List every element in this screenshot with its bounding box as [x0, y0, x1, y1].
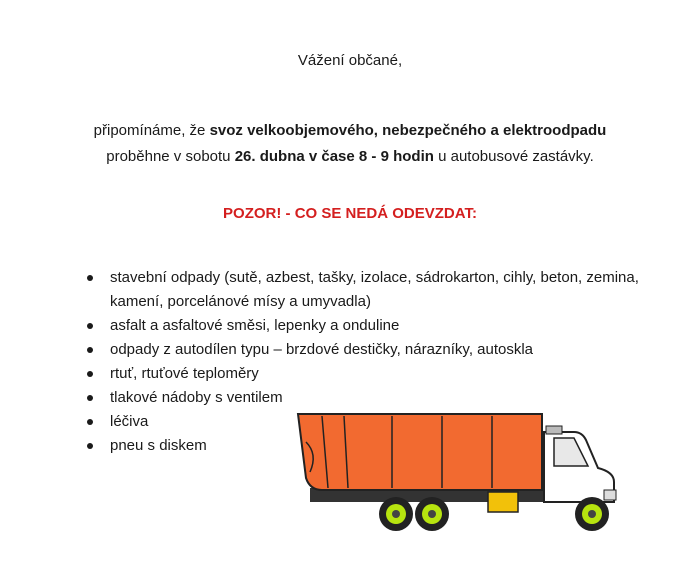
bullet-icon [87, 371, 93, 377]
list-item: odpady z autodílen typu – brzdové destičky, nárazníky, autoskla [84, 338, 644, 362]
bullet-icon [87, 443, 93, 449]
bullet-icon [87, 419, 93, 425]
wheel-icon [379, 497, 413, 531]
intro-date-time: 26. dubna v čase 8 - 9 hodin [234, 148, 434, 165]
list-item: rtuť, rtuťové teploměry [84, 362, 644, 386]
bullet-icon [87, 395, 93, 401]
intro-line2-suffix: u autobusové zastávky. [433, 148, 594, 165]
warning-heading: POZOR! - CO SE NEDÁ ODEVZDAT: [223, 205, 477, 222]
list-item: léčiva [84, 410, 644, 434]
list-item: tlakové nádoby s ventilem [84, 386, 644, 410]
bullet-icon [87, 347, 93, 353]
wheel-icon [415, 497, 449, 531]
intro-line2-prefix: proběhne v sobotu [106, 148, 235, 165]
intro-line1-prefix: připomínáme, že [93, 122, 210, 139]
greeting: Vážení občané, [297, 52, 403, 69]
list-item: pneu s diskem [84, 434, 644, 458]
intro-collection-type: svoz velkoobjemového, nebezpečného a elektroodpadu [209, 122, 607, 139]
truck-body [298, 414, 542, 490]
truck-side-box [488, 492, 518, 512]
list-item: asfalt a asfaltové směsi, lepenky a onduline [84, 314, 644, 338]
garbage-truck-icon [292, 402, 622, 537]
bullet-icon [87, 323, 93, 329]
wheel-icon [575, 497, 609, 531]
bullet-icon [87, 275, 93, 281]
intro-paragraph [0, 118, 700, 170]
list-item: stavební odpady (sutě, azbest, tašky, izolace, sádrokarton, cihly, beton, zemina, kamení, porcelánové mísy a umyvadla) [84, 266, 644, 314]
